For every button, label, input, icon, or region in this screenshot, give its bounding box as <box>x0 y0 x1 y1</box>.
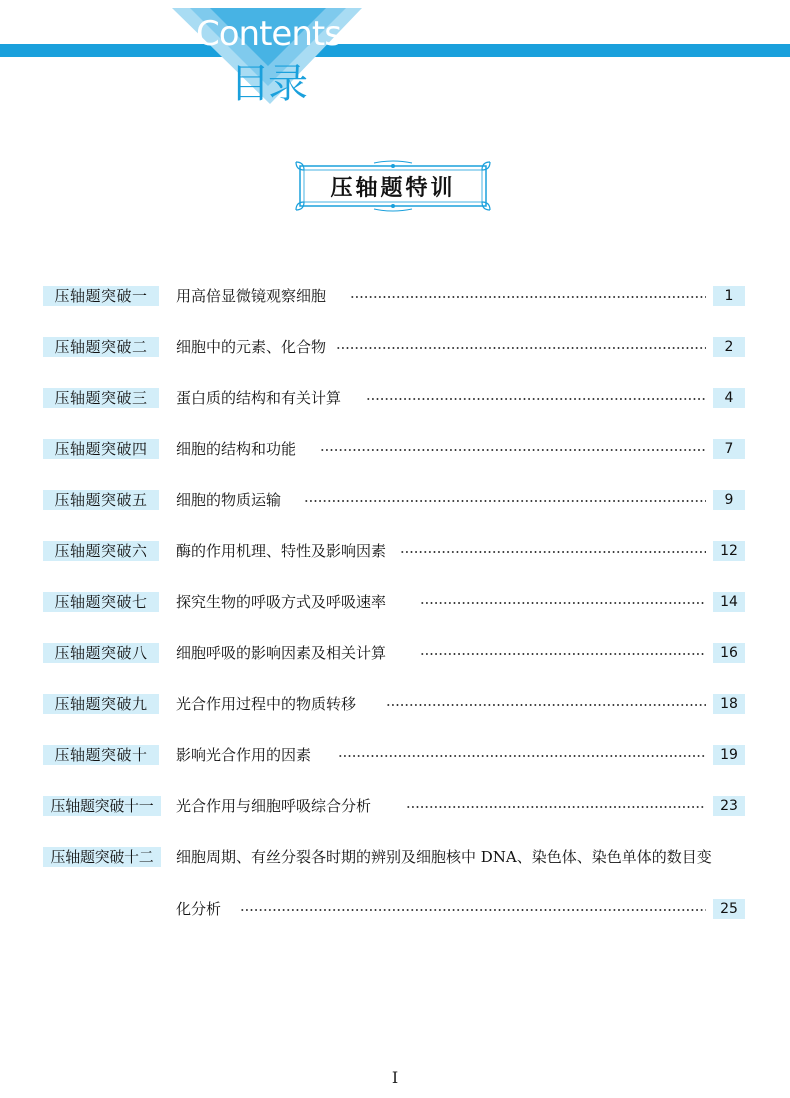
toc-entry-page: 18 <box>713 694 745 714</box>
toc-entry-title-line2: 化分析 <box>176 899 227 919</box>
leader-dots <box>406 806 706 808</box>
toc-entry-tag: 压轴题突破五 <box>43 490 159 510</box>
leader-dots <box>304 500 706 502</box>
toc-entry-tag: 压轴题突破三 <box>43 388 159 408</box>
leader-dots <box>400 551 706 553</box>
toc-entry-page: 9 <box>713 490 745 510</box>
toc-entry[interactable] <box>0 592 790 614</box>
toc-entry[interactable] <box>0 286 790 308</box>
toc-entry-page: 2 <box>713 337 745 357</box>
leader-dots <box>336 347 706 349</box>
leader-dots <box>366 398 706 400</box>
toc-entry-title: 探究生物的呼吸方式及呼吸速率 <box>176 592 392 612</box>
toc-entry[interactable] <box>0 439 790 461</box>
toc-entry-tag: 压轴题突破二 <box>43 337 159 357</box>
toc-entry[interactable] <box>0 694 790 716</box>
leader-dots <box>338 755 706 757</box>
contents-heading: Contents <box>196 14 341 54</box>
toc-entry-page: 1 <box>713 286 745 306</box>
toc-entry-tag: 压轴题突破七 <box>43 592 159 612</box>
toc-entry-title: 细胞的物质运输 <box>176 490 287 510</box>
toc-entry-tag: 压轴题突破十二 <box>43 847 161 867</box>
toc-entry-tag: 压轴题突破四 <box>43 439 159 459</box>
toc-entry-title: 光合作用过程中的物质转移 <box>176 694 362 714</box>
leader-dots <box>420 653 706 655</box>
leader-dots <box>420 602 706 604</box>
toc-entry[interactable] <box>0 541 790 563</box>
toc-entry-title: 光合作用与细胞呼吸综合分析 <box>176 796 377 816</box>
toc-entry-page: 16 <box>713 643 745 663</box>
toc-entry-tag: 压轴题突破九 <box>43 694 159 714</box>
toc-entry-title: 蛋白质的结构和有关计算 <box>176 388 347 408</box>
toc-entry[interactable] <box>0 388 790 410</box>
toc-entry-title: 影响光合作用的因素 <box>176 745 317 765</box>
toc-entry-page: 23 <box>713 796 745 816</box>
toc-entry-title: 细胞中的元素、化合物 <box>176 337 332 357</box>
mulu-heading: 目录 <box>230 61 306 107</box>
toc-entry-tag: 压轴题突破八 <box>43 643 159 663</box>
section-title-box <box>294 160 492 212</box>
toc-entry-tag: 压轴题突破一 <box>43 286 159 306</box>
toc-entry-page: 4 <box>713 388 745 408</box>
toc-entry-title: 细胞的结构和功能 <box>176 439 302 459</box>
toc-entry-title: 酶的作用机理、特性及影响因素 <box>176 541 392 561</box>
toc-entry[interactable] <box>0 796 790 818</box>
toc-entry[interactable] <box>0 490 790 512</box>
toc-entry[interactable] <box>0 643 790 665</box>
section-title: 压轴题特训 <box>330 175 456 201</box>
toc-entry-multiline[interactable] <box>0 847 790 869</box>
toc-entry-tag: 压轴题突破六 <box>43 541 159 561</box>
toc-entry-page: 14 <box>713 592 745 612</box>
leader-dots <box>320 449 706 451</box>
toc-entry-tag: 压轴题突破十一 <box>43 796 161 816</box>
page-number: I <box>391 1068 399 1087</box>
toc-entry-title: 细胞呼吸的影响因素及相关计算 <box>176 643 392 663</box>
toc-entry-page: 7 <box>713 439 745 459</box>
toc-entry-title-line1: 细胞周期、有丝分裂各时期的辨别及细胞核中 DNA、染色体、染色单体的数目变 <box>176 848 712 866</box>
toc-entry-page: 19 <box>713 745 745 765</box>
toc-entry-page: 25 <box>713 899 745 919</box>
header-triangle-decoration <box>0 0 790 110</box>
toc-entry[interactable] <box>0 337 790 359</box>
toc-entry-page: 12 <box>713 541 745 561</box>
leader-dots <box>240 909 706 911</box>
toc-entry-continuation[interactable] <box>0 899 790 921</box>
toc-entry-title: 用高倍显微镜观察细胞 <box>176 286 332 306</box>
toc-entry-tag: 压轴题突破十 <box>43 745 159 765</box>
toc-entry[interactable] <box>0 745 790 767</box>
leader-dots <box>386 704 706 706</box>
leader-dots <box>350 296 706 298</box>
